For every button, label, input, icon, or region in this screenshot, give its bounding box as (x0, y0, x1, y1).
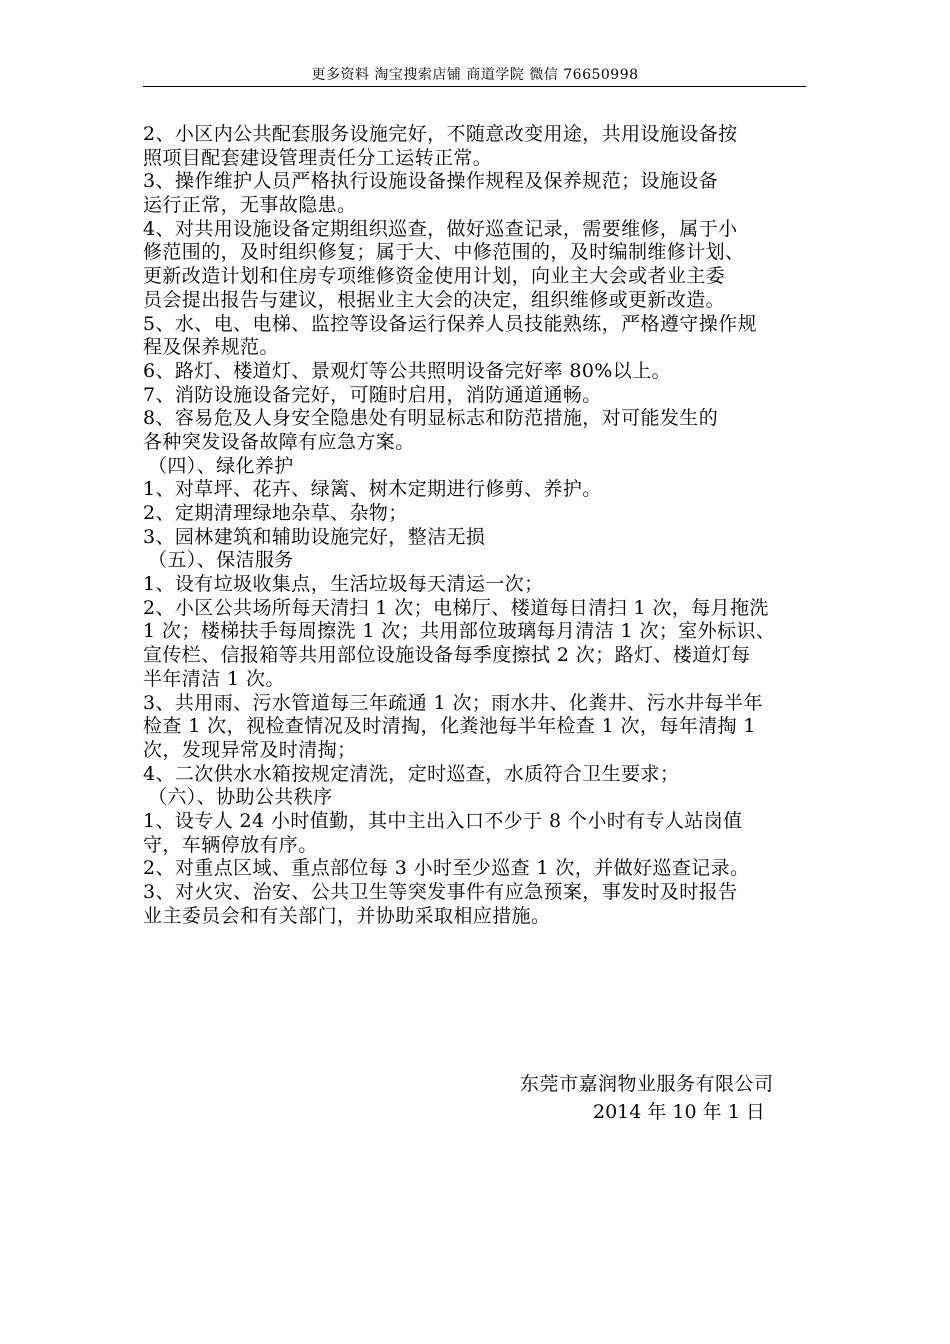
text-line: 1、对草坪、花卉、绿篱、树木定期进行修剪、养护。 (143, 478, 602, 501)
text-line: 更新改造计划和住房专项维修资金使用计划，向业主大会或者业主委 (143, 265, 726, 288)
document-body (143, 123, 823, 928)
text-line: 1、设有垃圾收集点，生活垃圾每天清运一次； (143, 573, 544, 596)
text-line: 修范围的，及时组织修复；属于大、中修范围的，及时编制维修计划、 (143, 241, 745, 264)
header-rule (143, 86, 806, 87)
text-line: 7、消防设施设备完好，可随时启用，消防通道通畅。 (143, 383, 602, 406)
section-heading: （四）、绿化养护 (148, 454, 294, 477)
text-line: 1 次；楼梯扶手每周擦洗 1 次；共用部位玻璃每月清洁 1 次；室外标识、 (143, 620, 776, 643)
text-line: 员会提出报告与建议，根据业主大会的决定，组织维修或更新改造。 (143, 288, 726, 311)
section-heading: （五）、保洁服务 (148, 549, 294, 572)
text-line: 4、对共用设施设备定期组织巡查，做好巡查记录，需要维修，属于小 (143, 217, 738, 240)
text-line: 程及保养规范。 (143, 336, 279, 359)
text-line: 6、路灯、楼道灯、景观灯等公共照明设备完好率 80%以上。 (143, 359, 671, 382)
text-line: 宣传栏、信报箱等共用部位设施设备每季度擦拭 2 次；路灯、楼道灯每 (143, 644, 751, 667)
signature-block (520, 1070, 820, 1126)
text-line: 检查 1 次，视检查情况及时清掏，化粪池每半年检查 1 次，每年清掏 1 (143, 715, 756, 738)
text-line: 4、二次供水水箱按规定清洗，定时巡查，水质符合卫生要求； (143, 762, 680, 785)
text-line: 2、小区内公共配套服务设施完好，不随意改变用途，共用设施设备按 (143, 123, 738, 145)
text-line: 业主委员会和有关部门，并协助采取相应措施。 (143, 904, 551, 927)
text-line: 半年清洁 1 次。 (143, 667, 285, 690)
signature-date: 2014 年 10 年 1 日 (593, 1101, 765, 1123)
text-line: 3、操作维护人员严格执行设施设备操作规程及保养规范；设施设备 (143, 170, 719, 193)
text-line: 5、水、电、电梯、监控等设备运行保养人员技能熟练，严格遵守操作规 (143, 312, 757, 335)
text-line: 守，车辆停放有序。 (143, 833, 318, 856)
text-line: 2、小区公共场所每天清扫 1 次；电梯厅、楼道每日清扫 1 次，每月拖洗 (143, 596, 769, 619)
text-line: 2、对重点区域、重点部位每 3 小时至少巡查 1 次，并做好巡查记录。 (143, 857, 750, 880)
page-header: 更多资料 淘宝搜索店铺 商道学院 微信 76650998 (311, 67, 639, 83)
text-line: 照项目配套建设管理责任分工运转正常。 (143, 146, 493, 169)
text-line: 3、园林建筑和辅助设施完好，整洁无损 (143, 525, 486, 548)
text-line: 3、共用雨、污水管道每三年疏通 1 次；雨水井、化粪井、污水井每半年 (143, 691, 763, 714)
text-line: 3、对火灾、治安、公共卫生等突发事件有应急预案，事发时及时报告 (143, 881, 738, 903)
text-line: 各种突发设备故障有应急方案。 (143, 430, 415, 453)
text-line: 8、容易危及人身安全隐患处有明显标志和防范措施，对可能发生的 (143, 407, 719, 430)
company-name: 东莞市嘉润物业服务有限公司 (520, 1073, 774, 1095)
text-line: 1、设专人 24 小时值勤，其中主出入口不少于 8 个小时有专人站岗值 (143, 809, 743, 832)
text-line: 运行正常，无事故隐患。 (143, 194, 357, 217)
text-line: 次，发现异常及时清掏； (143, 738, 357, 761)
section-heading: （六）、协助公共秩序 (148, 786, 333, 809)
text-line: 2、定期清理绿地杂草、杂物； (143, 502, 408, 524)
